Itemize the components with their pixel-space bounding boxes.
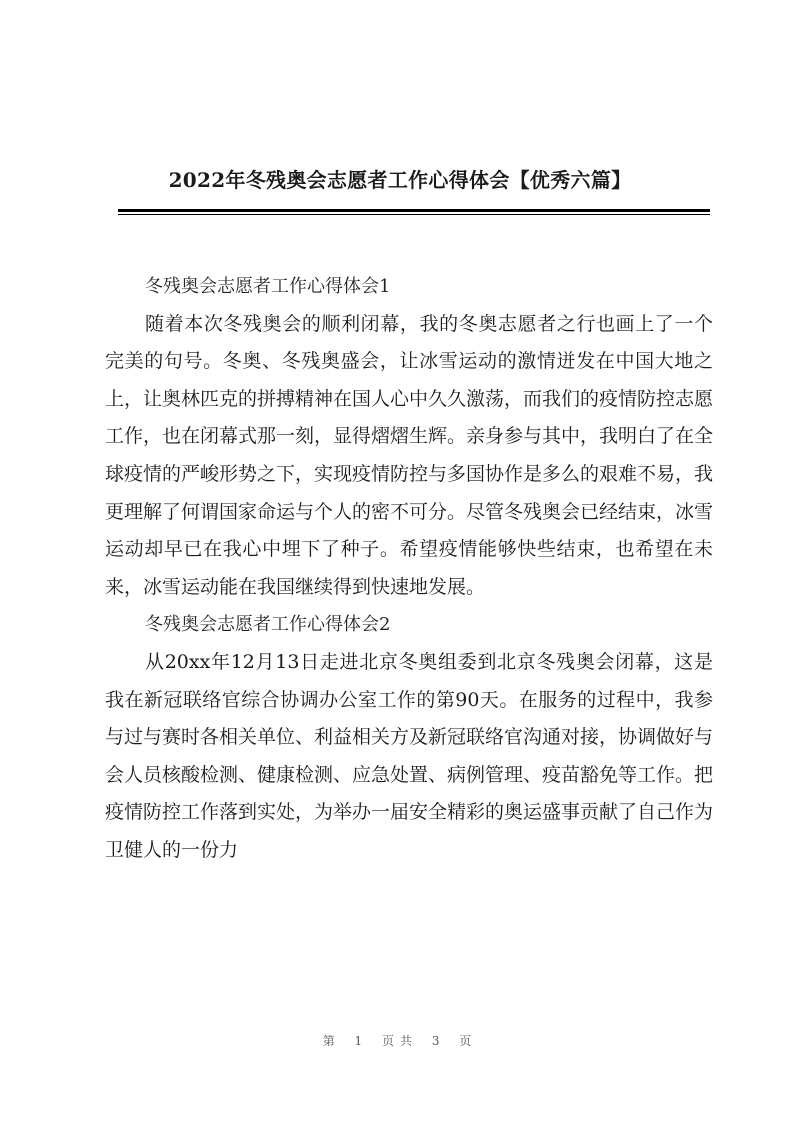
- section-paragraph-2: 从20xx年12月13日走进北京冬奥组委到北京冬残奥会闭幕，这是我在新冠联络官综合协调办公室工作的第90天。在服务的过程中，我参与过与赛时各相关单位、利益相关方及新冠联络官沟通对接，协调做好与会人员核酸检测、健康检测、应急处置、病例管理、疫苗豁免等工作。把疫情防控工作落到实处，为举办一届安全精彩的奥运盛事贡献了自己作为卫健人的一份力: [105, 650, 714, 861]
- section-heading-1: 冬残奥会志愿者工作心得体会1: [145, 276, 391, 297]
- document-body: [105, 268, 713, 870]
- title-rule-thin: [118, 214, 710, 215]
- section-paragraph-1: 随着本次冬残奥会的顺利闭幕，我的冬奥志愿者之行也画上了一个完美的句号。冬奥、冬残奥盛会，让冰雪运动的激情迸发在中国大地之上，让奥林匹克的拼搏精神在国人心中久久激荡，而我们的疫情防控志愿工作，也在闭幕式那一刻，显得熠熠生辉。亲身参与其中，我明白了在全球疫情的严峻形势之下，实现疫情防控与多国协作是多么的艰难不易，我更理解了何谓国家命运与个人的密不可分。尽管冬残奥会已经结束，冰雪运动却早已在我心中埋下了种子。希望疫情能够快些结束，也希望在未来，冰雪运动能在我国继续得到快速地发展。: [105, 312, 714, 598]
- page-footer: 第 1 页共 3 页: [322, 1034, 478, 1048]
- title-rule-thick: [118, 209, 710, 212]
- document-title: 2022年冬残奥会志愿者工作心得体会【优秀六篇】: [168, 168, 632, 192]
- section-heading-2: 冬残奥会志愿者工作心得体会2: [145, 614, 391, 636]
